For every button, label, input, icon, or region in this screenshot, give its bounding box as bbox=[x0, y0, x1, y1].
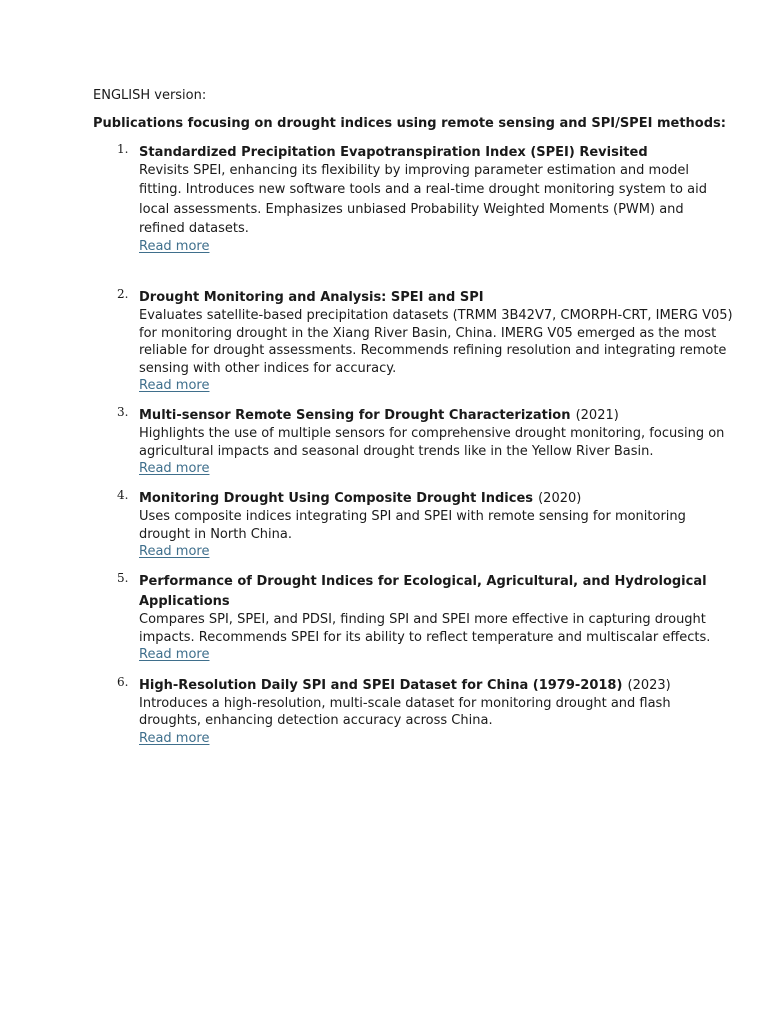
item-description: Highlights the use of multiple sensors for comprehensive drought monitoring, focusing on agricultural impacts and seasonal drought trends like in the Yellow River Basin. bbox=[139, 426, 725, 459]
list-item bbox=[93, 570, 733, 664]
publication-list bbox=[93, 141, 733, 747]
spacer bbox=[93, 255, 733, 286]
item-description: Uses composite indices integrating SPI and SPEI with remote sensing for monitoring drought in North China. bbox=[139, 509, 686, 542]
item-description-text: Compares SPI, SPEI, and PDSI, finding SPI and SPEI more effective in capturing drought impacts. Recommends SPEI for its ability to reflect temperature and multiscalar effects. bbox=[139, 612, 711, 645]
spacer bbox=[93, 394, 733, 404]
read-more-link[interactable]: Read more bbox=[139, 378, 210, 394]
spacer bbox=[93, 477, 733, 487]
item-year: (2023) bbox=[627, 677, 671, 693]
list-item bbox=[93, 404, 733, 477]
item-description: Evaluates satellite-based precipitation datasets (TRMM 3B42V7, CMORPH-CRT, IMERG V05) for monitoring drought in the Xiang River Basin, China. IMERG V05 emerged as the most reliable for drought assessments. Recommends refining resolution and integrating remote sensing with other indices for accuracy. bbox=[139, 308, 733, 376]
spacer bbox=[93, 560, 733, 570]
item-title: Multi-sensor Remote Sensing for Drought Characterization bbox=[139, 408, 571, 424]
spacer bbox=[93, 664, 733, 674]
item-title: Performance of Drought Indices for Ecological, Agricultural, and Hydrological Applications bbox=[139, 574, 707, 610]
read-more-link[interactable]: Read more bbox=[139, 730, 210, 746]
item-number: 3. bbox=[117, 405, 129, 420]
read-more-link[interactable]: Read more bbox=[139, 647, 210, 663]
item-year: (2020) bbox=[538, 491, 582, 507]
item-number: 6. bbox=[117, 674, 129, 689]
list-item bbox=[93, 487, 733, 560]
intro-text: ENGLISH version: bbox=[93, 88, 207, 103]
item-number: 4. bbox=[117, 488, 129, 503]
list-item bbox=[93, 141, 733, 255]
item-title: Drought Monitoring and Analysis: SPEI and SPI bbox=[139, 290, 484, 306]
item-title: Standardized Precipitation Evapotranspiration Index (SPEI) Revisited bbox=[139, 145, 648, 160]
item-title: Monitoring Drought Using Composite Drought Indices bbox=[139, 491, 534, 507]
item-description bbox=[139, 611, 733, 664]
item-description: Introduces a high-resolution, multi-scale dataset for monitoring drought and flash droughts, enhancing detection accuracy across China. bbox=[139, 695, 671, 729]
list-item bbox=[93, 674, 733, 747]
item-number: 2. bbox=[117, 287, 129, 302]
item-number: 1. bbox=[117, 142, 129, 156]
item-description: Revisits SPEI, enhancing its flexibility by improving parameter estimation and model fitting. Introduces new software tools and a real-time drought monitoring system to aid local assessments. Emphasizes unbiased Probability Weighted Moments (PWM) and refined datasets. bbox=[139, 163, 707, 236]
item-year: (2021) bbox=[575, 408, 619, 424]
item-title: High-Resolution Daily SPI and SPEI Dataset for China (1979-2018) bbox=[139, 677, 623, 693]
read-more-link[interactable]: Read more bbox=[139, 461, 210, 477]
read-more-link[interactable]: Read more bbox=[139, 239, 210, 255]
read-more-link[interactable]: Read more bbox=[139, 544, 210, 560]
section-heading: Publications focusing on drought indices using remote sensing and SPI/SPEI methods: bbox=[93, 116, 726, 131]
list-item bbox=[93, 286, 733, 394]
item-number: 5. bbox=[117, 571, 129, 586]
document-content bbox=[93, 88, 733, 747]
